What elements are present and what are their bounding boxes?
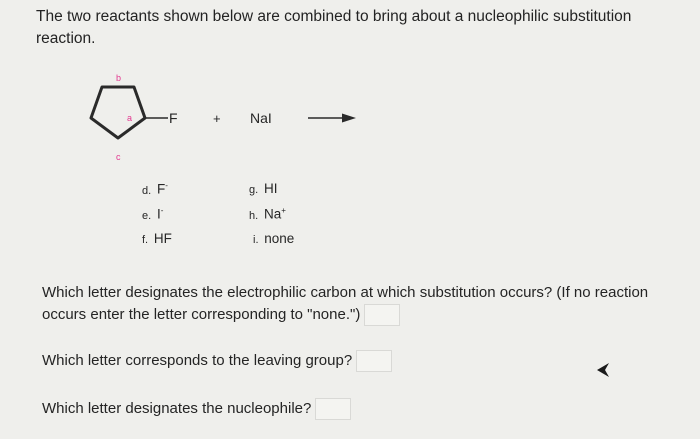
choice-h-species: Na [263,206,282,222]
choice-h [249,206,286,222]
atom-label-a: a [127,113,133,123]
question-1 [42,282,662,326]
choice-d [142,181,168,197]
cyclopentane-ring [91,87,145,138]
choice-e-charge: - [160,206,164,215]
answer-input-q1[interactable] [364,304,400,326]
atom-label-b: b [116,73,122,83]
choice-e-letter: e. [142,209,152,222]
answer-input-q2[interactable] [356,350,392,372]
question-1-text: Which letter designates the electrophilic carbon at which substitution occurs? (If no reaction occurs enter the letter corresponding to "none.") [42,284,649,323]
choice-i-letter: i. [253,234,259,246]
mouse-pointer-icon [596,362,610,378]
choice-f [142,231,172,246]
choice-i [253,231,294,246]
question-3-text: Which letter designates the nucleophile? [42,400,312,417]
question-intro: The two reactants shown below are combined to bring about a nucleophilic substitution reaction. [36,8,632,47]
choice-i-species: none [264,231,295,246]
choice-e [142,206,163,222]
choice-f-species: HF [153,231,172,246]
choice-g [249,181,277,196]
reaction-scheme [0,60,700,180]
question-3 [42,398,351,420]
choice-e-species: I [156,206,161,222]
choice-h-letter: h. [249,209,259,222]
reaction-arrow-head [342,114,356,123]
plus-sign: + [213,111,221,126]
question-2-text: Which letter corresponds to the leaving group? [42,352,353,369]
answer-input-q3[interactable] [315,398,351,420]
fluorine-label: F [169,110,178,126]
choice-d-charge: - [165,181,168,190]
question-2 [42,350,392,372]
choice-g-species: HI [263,181,278,196]
choice-h-charge: + [281,206,286,215]
reagent-label: NaI [250,110,272,126]
choice-f-letter: f. [142,234,149,246]
atom-label-c: c [116,152,121,162]
choice-g-letter: g. [249,184,259,196]
choice-d-letter: d. [142,184,152,197]
choice-d-species: F [156,181,166,197]
